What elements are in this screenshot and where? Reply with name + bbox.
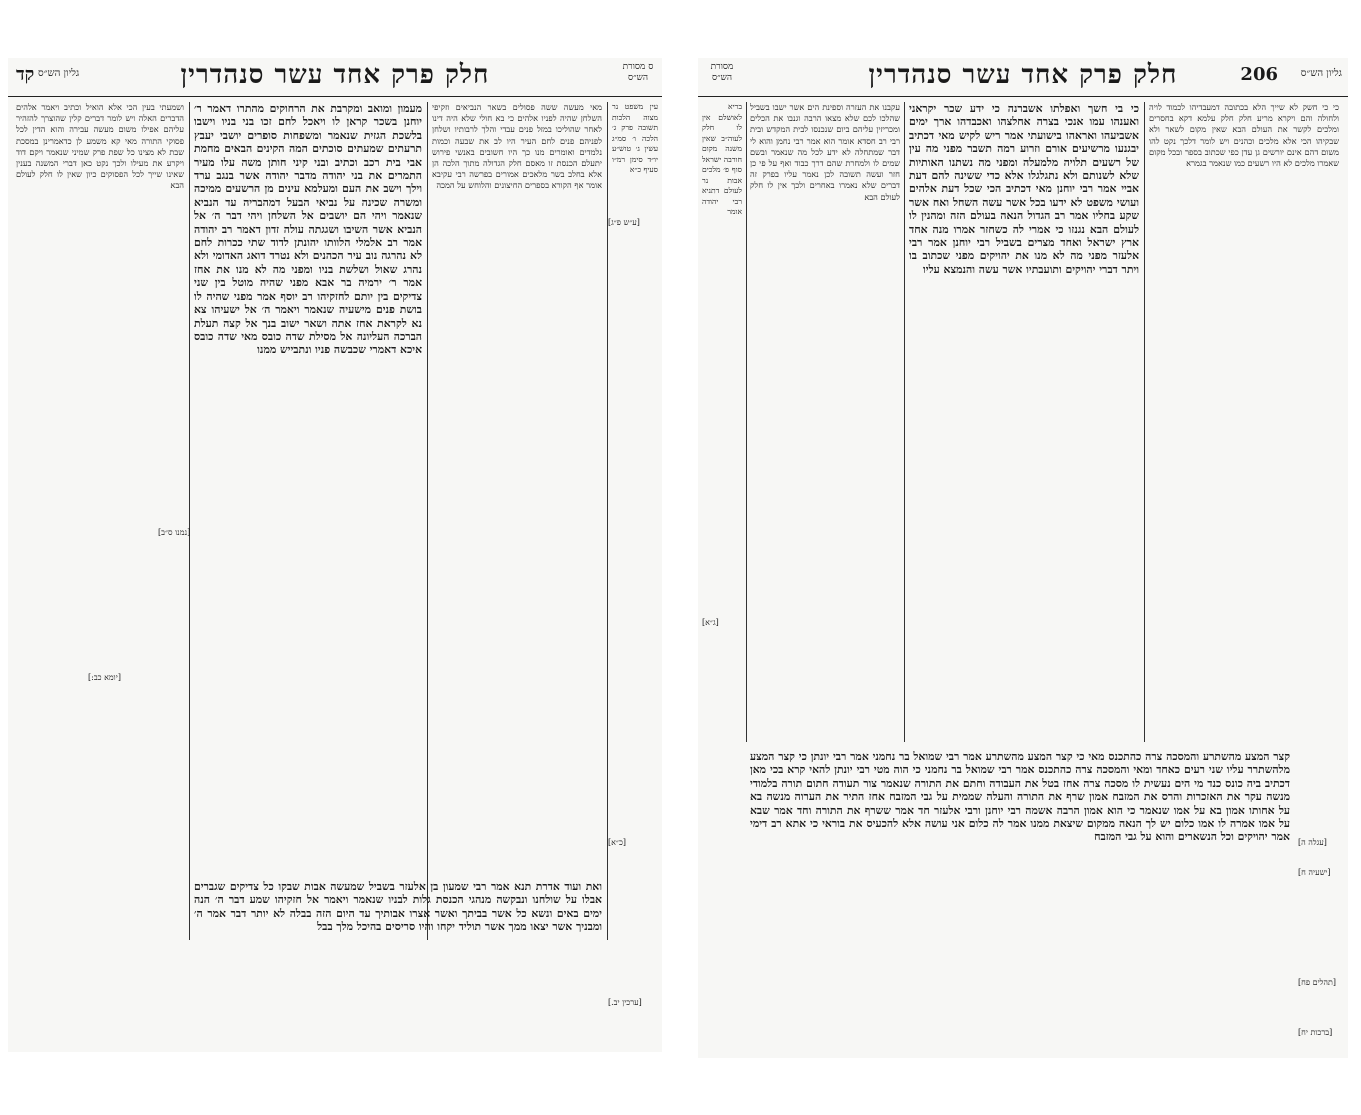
right-margin-notes: בריא לאושלם אין לו חלק לעוה״ב שאין משנה מקום חורבה ישראל סוף פ׳ מלכים אבות נר לעולם דתניא רבי יהודה אומר [702,102,742,216]
left-page-title: חלק פרק אחד עשר סנהדרין [180,60,490,90]
right-page-number: 206 [1240,64,1278,85]
right-gloss-marker: [עגלה ה] [1298,838,1327,847]
right-gloss-marker: [תהלים פח] [1298,978,1337,987]
left-gloss-marker: [כ״א] [608,838,626,847]
left-tosafot-column: ושמעתי בעין הכי אלא הואיל וכתיב ויאמר אלהים הדברים האלה ויש לומר דברים קלין שהוצרך להזהיר עליהם אפילו משום מעשה עבירה והוא הדין לכל פסוקי התורה מאי קא משמע לן כדאמרינן במסכת שבת לא מצינו כל שפת פרק שמיני שנאמר ויקם דוד ויקרע את מעילו ולכך נקט כאן דברי המשנה בענין שאינו שייך לכל הפסוקים כיון שאין לו חלק לעולם הבא [16,102,184,191]
right-page-header [698,58,1348,97]
left-gloss-marker: [ערכין יב.] [608,998,642,1007]
right-gloss-marker: [ג״א] [702,618,719,627]
left-gilyon-label: גליון הש״ס [38,68,80,79]
right-rashi-column: עקבנו את העזרה וספינת הים אשר ישבו בשביל שהלכו לכם שלא מצאו הרבה וגנבו את הכלים ומכריזין עליהם ביום שנכנסו לבית המקדש ובית רבי רב חסדא אומר הוא אמר רבי נחמן והוא לי דבר שמתחלה לא ידע לכל מה שנאמר ובשם שמים לו ולמחרת שהם דרך כבוד ואף על פי כן חזר ועשה תשובה לכן נאמר עליו בפרק זה דברים שלא נאמרו באחרים ולכך אין לו חלק לעולם הבא [750,102,900,202]
left-gloss-marker: [יומא כב:] [88,673,121,682]
right-main-text: כי בי חשך ואפלתו אשברנה כי ידע שכר יקראני ואענהו עמו אנכי בצרה אחלצהו ואכבדהו ארך ימים אשביעהו ואראהו בישועתי אמר ריש לקיש מאי דכתיב יבגנעו מרשיעים אורם וזרוע רמה תשבר מפני מה עין של רשעים תלויה מלמעלה ומפני מה נשתנו האותיות שלא לשנותם ולא נתגלגלו אלא כדי ששינה להם דעת אביי אמר רבי יוחנן מאי דכתיב הכי שכל דעת אלהים ועושי משפט לא ידעו בכל אשר עשה השחל ואח אשר שקע בחליו אמר רב הגדול הנאה בעולם הזה ומהנין לו לעולם הבא נגנזו כי אמרי לה כשחזר אמרו מנה אחד ארץ ישראל ואחד מצרים בשביל רבי יוחנן אמר רבי אלעזר מפני מה לא מנו את יהויקים מפני שכתוב בו ויתר דברי יהויקים ותועבתיו אשר עשה והנמצא עליו [909,102,1139,276]
right-gloss-marker: [ישעיה ח] [1298,868,1331,877]
left-gloss-marker: [נמנו ס״ב] [158,528,191,537]
right-gilyon-label: גליון הש״ס [1300,68,1342,79]
column-divider [427,102,428,940]
column-divider [904,102,905,742]
left-page [8,58,662,1052]
left-page-header [8,58,662,97]
right-gloss-marker: [ברכות יח] [1298,1028,1333,1037]
right-wide-main-text: קצר המצע מהשתרע והמסכה צרה כהתכנס מאי כי קצר המצע מהשתרע אמר רבי שמואל בר נחמני אמר רבי יונתן כי קצר המצע מלהשתרר עליו שני רעים כאחד ומאי והמסכה צרה כהתכנס אמר רבי שמואל בר נחמני כי הוה מטי רבי יונתן להאי קרא בכי מאן דכתיב ביה כונס כנד מי הים נעשית לו מסכה צרה אחז בטל את העבודה וחתם את התורה שנאמר צור תעודה חתום תורה בלמודי מנשה עקר את האזכרות והרס את המזבח אמון שרף את התורה והעלה שממית על גבי המזבח אחז התיר את הערוה מנשה בא על אחותו אמון בא על אמו שנאמר כי הוא אמון הרבה אשמה רבי יוחנן ורבי אלעזר חד אמר ששרף את התורה וחד אמר שבא על אמו אמרה לו אמו כלום יש לך הנאה ממקום שיצאת ממנו אמר לה כלום אני עושה אלא להכעיס את בוראי כי אתא רב דימי אמר יהויקים וכל הנשארים והוא על גבי המזבח [750,750,1290,844]
left-masoret-label: ס מסורת הש״ס [622,62,654,83]
column-divider [746,102,747,742]
column-divider [1144,102,1145,742]
right-page-title: חלק פרק אחד עשר סנהדרין [868,60,1178,90]
right-masoret-label: מסורת הש״ס [710,62,734,83]
left-rashi-column: מאי מעשה ששה פסולים בשאר הנביאים וזקיפי השלחן שהיה לפניו אלהים כי בא חולי שלא היה דינו לאחר שהוליכו במזל פנים עבדי והלך לרבותיו ושלחן לפניהם פנים לחם העיר היו לב את שבעה וכמות נלמדים ואומרים מנו כך היו חשובים באנשי פירוש יתעלם הכנסת זו מאסם חלק הגדולה מתוך הלכה הן אלא בחלב בשר מלאכים אמורים בפרשה רבי עקיבא אומר אף הקורא בספרים החיצונים והלוחש על המכה [432,102,602,191]
right-tosafot-column: כי כי חשק לא שייך הלא בכתובה דמעבדיהו לכמוד לויה ולחולה והם ויקרא מריע חלק חלק עלמא דקא בחסרים ומלכים לקשר את העולם הבא שאין מקום לשאר ולא שבקיהו הכי אלא מלכים וכהנים ויש לומר דלכך נקט להו משום דהם אינם יורשים גן עדן כפי שכתוב בספר ובכל מקום שאמרו מלכים לא היו רשעים כמו שנאמר בגמרא [1149,102,1339,169]
left-margin-notes: עין משפט נר מצוה הלכות תשובה פרק ג׳ הלכה ו׳ סמ״ג עשין ג׳ טוש״ע יו״ד סימן רמ״ו סעיף כ״א [612,102,658,174]
left-gloss-marker: [ע״ש פ״ג] [608,218,640,227]
left-wide-main-text: ואת ועוד אדרת תנא אמר רבי שמעון בן אלעזר בשביל שמעשה אבות שבקו כל צדיקים שגברים אבלו על שולחנו ונבקשה מנהגי הכנסת גלות לבניו שנאמר ויאמר אל חזקיהו שמע דבר ה׳ הנה ימים באים ונשא כל אשר בביתך ואשר אצרו אבותיך עד היום הזה בבלה לא יותר דבר אמר ה׳ ומבניך אשר יצאו ממך אשר תוליד יקחו והיו סריסים בהיכל מלך בבל [194,880,602,934]
left-page-number: קד [16,64,35,85]
left-main-text: מעמון ומואב ומקרבת את הרחוקים מהתרו דאמר ר׳ יוחנן בשכר קראן לו ויאכל לחם זכו בני בניו וישבו בלשכת הגזית שנאמר ומשפחות סופרים יושבי יעבץ תרעתים שמעתים סוכתים המה הקינים הבאים מחמת אבי בית רכב וכתיב ובני קיני חותן משה עלו מעיר התמרים את בני יהודה מדבר יהודה אשר בנגב ערד וילך וישב את העם ומעלמא עינים מן הרשעים ממיכה ומשרה שכינה על נביאי הבעל דמהבריה עד הנביא שנאמר ויהי הם יושבים אל השלחן ויהי דבר ה׳ אל הנביא אשר השיבו ושגגתה עולה זדון דאמר רב יהודה אמר רב אלמלי הלוותו יהונתן לדוד שתי ככרות לחם לא נהרגה נוב עיר הכהנים ולא נטרד דואג האדומי ולא נהרג שאול ושלשת בניו ומפני מה לא מנו את אחז אמר ר׳ ירמיה בר אבא מפני שהיה מוטל בין שני צדיקים בין יותם לחזקיהו רב יוסף אמר מפני שהיה לו בושת פנים מישעיה שנאמר ויאמר ה׳ אל ישעיהו צא נא לקראת אחז אתה ושאר ישוב בנך אל קצה תעלת הברכה העליונה אל מסילת שדה כובס מאי שדה כובס איכא דאמרי שכבשה פניו ונתבייש ממנו [194,102,422,357]
column-divider [189,102,190,940]
right-page [698,58,1348,1058]
